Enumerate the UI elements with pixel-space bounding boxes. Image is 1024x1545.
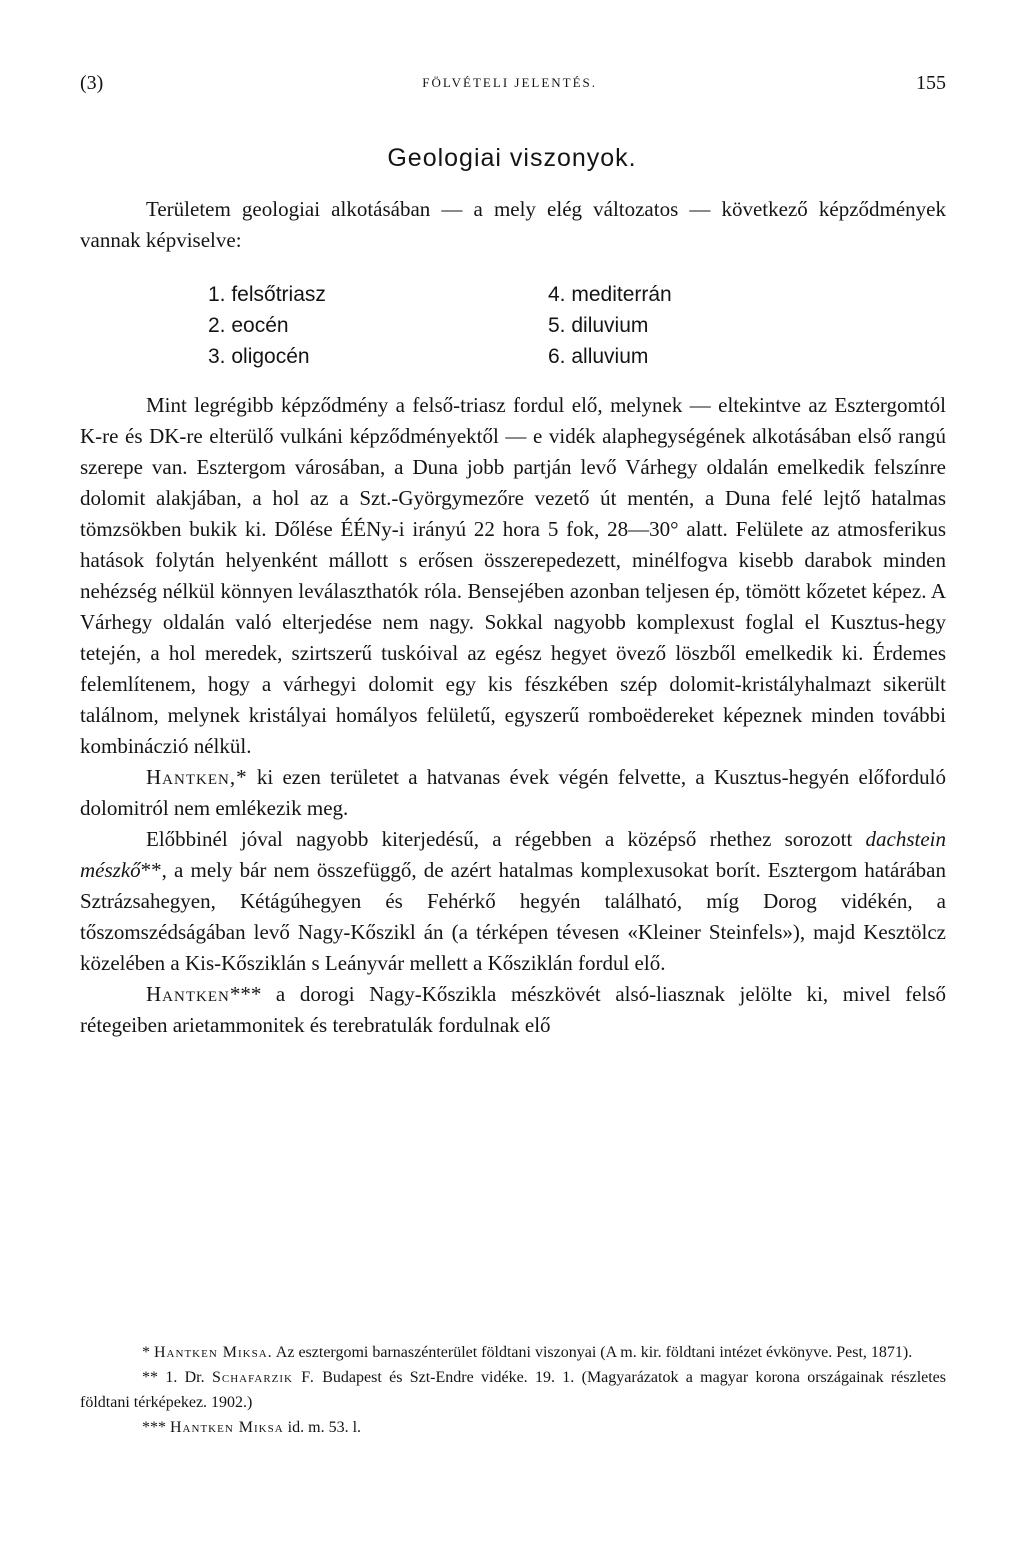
running-title: FÖLVÉTELI JELENTÉS.: [422, 75, 598, 90]
footnote-text: Budapest és Szt-Endre vidéke. 19. 1. (Magyarázatok a magyar korona országainak részletes földtani térképekez. 1902.): [80, 1369, 947, 1411]
paragraph-text: ki ezen területet a hatvanas évek végén felvette, a Kusztus-hegyén előforduló dolomitról nem emlékezik meg.: [80, 765, 946, 820]
footnote-mark: **: [142, 1369, 158, 1386]
intro-paragraph: [80, 194, 946, 256]
footnote-text: 1. Dr.: [158, 1369, 212, 1386]
paragraph-liassic: [80, 979, 946, 1041]
formation-item: 1. felsőtriasz: [208, 283, 326, 306]
footnote-mark: ***: [142, 1419, 166, 1436]
chapter-number: (3): [80, 71, 104, 94]
formation-item: 5. diluvium: [548, 314, 649, 337]
paragraph-text: Mint legrégibb képződmény a felső-triasz fordul elő, melynek — eltekintve az Esztergomtól K-re és DK-re elterülő vulkáni képződményektől — e vidék alaphegységének alkotásában első rangú szerepe van. Esztergom városában, a Duna jobb partján levő Várhegy oldalán emelkedik felszínre dolomit alakjában, a hol az a Szt.-Györgymezőre vezető út mentén, a Duna felé lejtő hatalmas tömzsökben bukik ki. Dőlése ÉÉNy-i irányú 22 hora 5 fok, 28—30° alatt. Felülete az atmosferikus hatások folytán helyenként mállott s erősen összerepedezett, minélfogva kisebb darabok minden nehézség nélkül könnyen leválaszthatók róla. Bensejében azonban teljesen ép, tömött kőzetet képez. A Várhegy oldalán való elterjedése nem nagy. Sokkal nagyobb komplexust foglal el Kusztus-hegy tetején, a hol meredek, szirtszerű tuskóival az egész hegyet övező löszből emelkedik ki. Érdemes felemlítenem, hogy a várhegyi dolomit egy kis fészkében szép dolomit-kristályhalmazt sikerült találnom, melynek kristályai homályos felületű, egyszerű romboëdereket képeznek minden további kombináczió nélkül.: [80, 393, 946, 758]
paragraph-triassic: [80, 390, 946, 762]
page-number: 155: [916, 71, 946, 94]
footnote-author: Schafarzik F.: [211, 1369, 315, 1386]
footnote-author: Hantken Miksa.: [154, 1344, 273, 1361]
paragraph-dachstein: [80, 824, 946, 979]
footnotes: [80, 1340, 946, 1440]
intro-text: Területem geologiai alkotásában — a mely elég változatos — következő képződmények vannak képviselve:: [80, 197, 946, 252]
formation-item: 6. alluvium: [548, 345, 649, 368]
footnote-text: id. m. 53. l.: [283, 1419, 362, 1436]
section-title: Geologiai viszonyok.: [387, 144, 637, 172]
paragraph-text: **, a mely bár nem összefüggő, de azért hatalmas komplexusokat borít. Esztergom határában Sztrázsahegyen, Kétágúhegyen és Fehérkő hegyén található, míg Dorog vidékén, a tőszomszédságában levő Nagy-Kőszikl án (a térképen tévesen «Kleiner Steinfels»), majd Kesztölcz közelében a Kis-Kősziklán s Leányvár mellett a Kősziklán fordul elő.: [80, 858, 946, 975]
paragraph-text: Előbbinél jóval nagyobb kiterjedésű, a régebben a középső rhethez sorozott: [146, 827, 866, 851]
footnote-mark: *: [142, 1344, 150, 1361]
italic-term: dachstein mészkő: [80, 827, 946, 882]
running-header: [80, 70, 946, 96]
author-name: Hantken,*: [146, 765, 248, 789]
paragraph-hantken: [80, 762, 946, 824]
formation-list: [208, 280, 728, 371]
body-text: [80, 390, 946, 1041]
footnote-text: Az esztergomi barnaszénterület földtani viszonyai (A m. kir. földtani intézet évkönyve. Pest, 1871).: [272, 1344, 913, 1361]
footnote-author: Hantken Miksa: [170, 1419, 284, 1436]
footnote-3: [80, 1415, 946, 1440]
footnote-1: [80, 1340, 946, 1365]
paragraph-text: *** a dorogi Nagy-Kőszikla mészkövét alsó-liasznak jelölte ki, mivel felső rétegeiben arietammonitek és terebratulák fordulnak elő: [80, 982, 946, 1037]
formation-item: 2. eocén: [208, 314, 289, 337]
author-name: Hantken: [146, 982, 230, 1006]
formation-item: 3. oligocén: [208, 345, 310, 368]
footnote-2: [80, 1365, 946, 1415]
formation-item: 4. mediterrán: [548, 283, 672, 306]
